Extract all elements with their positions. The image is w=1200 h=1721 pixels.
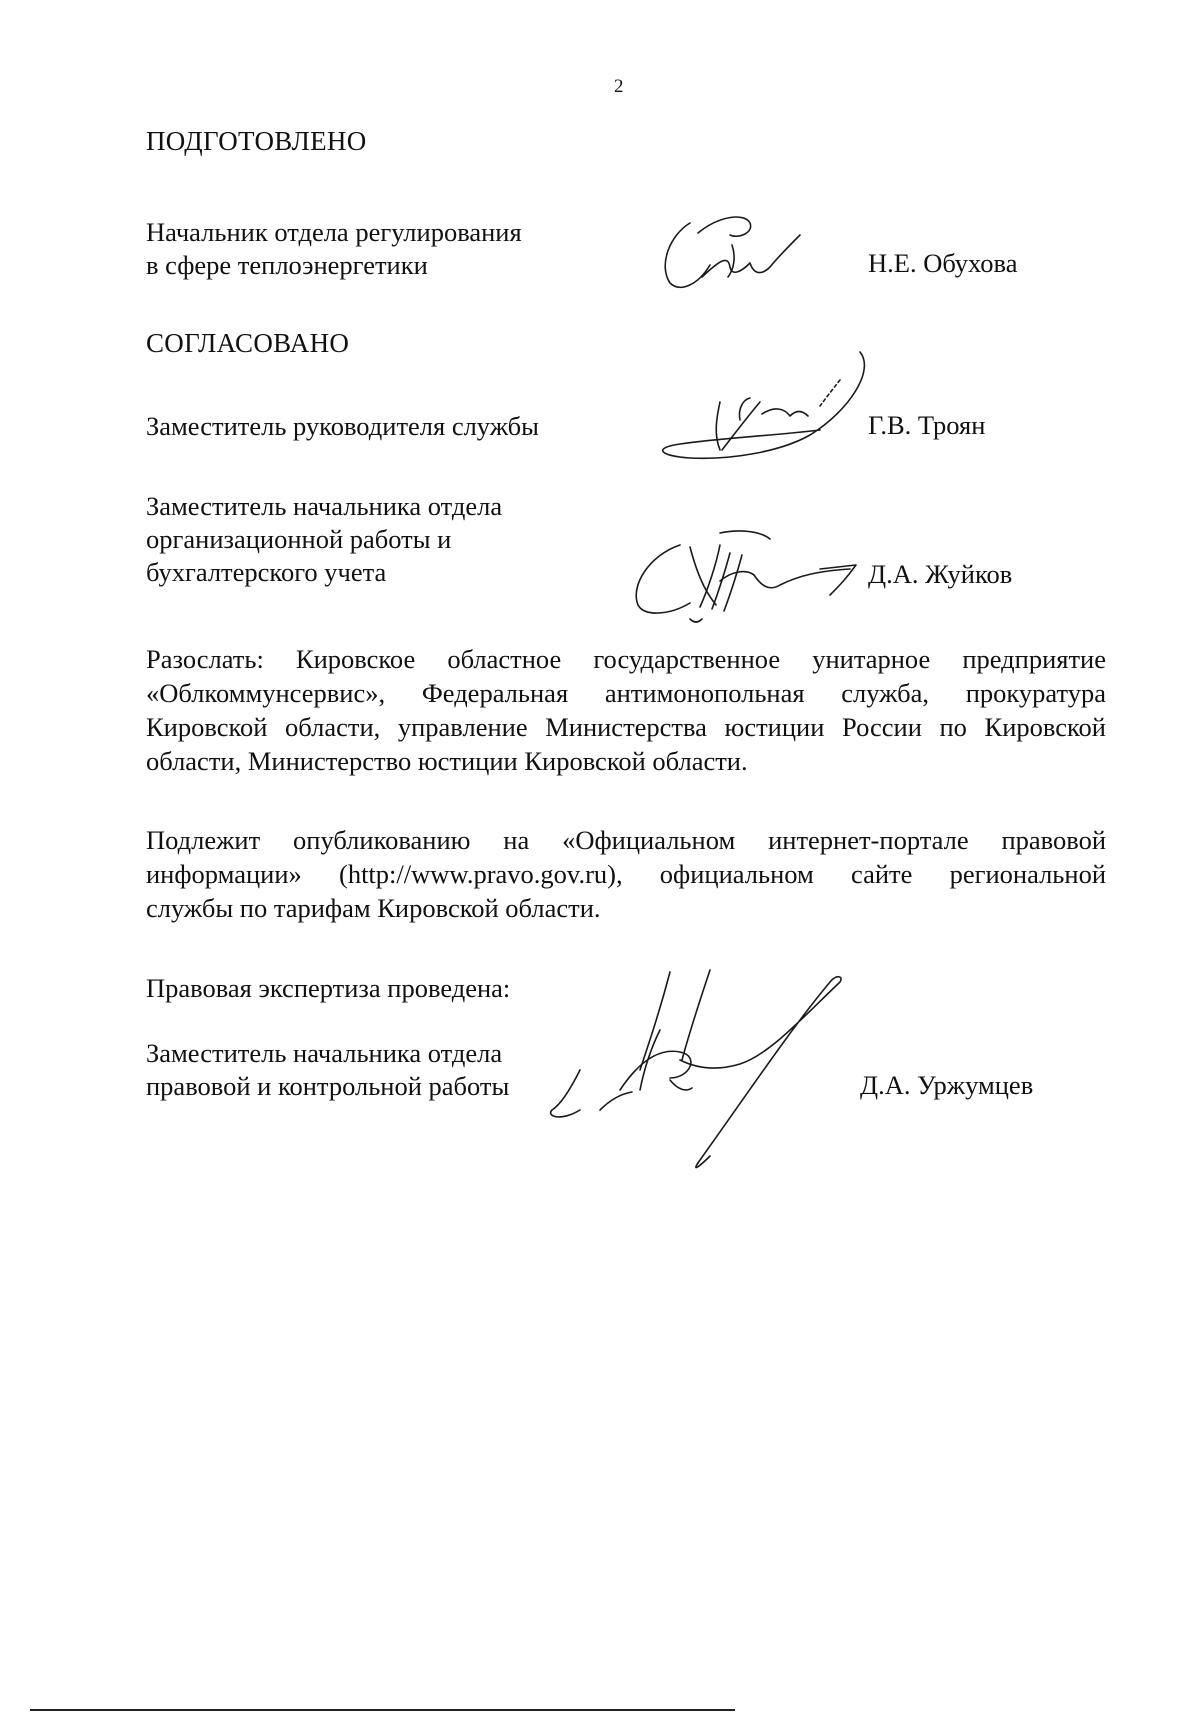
signature-zhuikov <box>620 525 880 625</box>
agreed-position-2 <box>146 490 502 589</box>
position-line: Заместитель начальника отдела <box>146 491 503 521</box>
legal-review-name: Д.А. Уржумцев <box>860 1070 1034 1100</box>
scan-footer-rule <box>30 1709 735 1711</box>
paragraph-line: службы по тарифам Кировской области. <box>146 893 601 923</box>
prepared-name: Н.Е. Обухова <box>868 248 1018 278</box>
position-line: в сфере теплоэнергетики <box>146 250 428 280</box>
agreed-position-1 <box>146 410 539 443</box>
position-line: организационной работы и <box>146 524 452 554</box>
agreed-name-2: Д.А. Жуйков <box>868 559 1013 589</box>
legal-review-heading-text: Правовая экспертиза проведена: <box>146 973 511 1003</box>
position-line: бухгалтерского учета <box>146 557 387 587</box>
position-line: Начальник отдела регулирования <box>146 217 522 247</box>
publication-paragraph <box>146 823 1106 925</box>
signature-troyan <box>650 340 880 490</box>
paragraph-line: информации» (http://www.pravo.gov.ru), официальном сайте региональной <box>146 859 1106 889</box>
paragraph-line: Кировской области, управление Министерства юстиции России по Кировской <box>146 712 1106 742</box>
prepared-heading: ПОДГОТОВЛЕНО <box>146 126 367 156</box>
legal-review-position <box>146 1037 509 1103</box>
page-number: 2 <box>614 76 624 97</box>
paragraph-line: Разослать: Кировское областное государственное унитарное предприятие <box>146 644 1106 674</box>
position-line: правовой и контрольной работы <box>146 1071 510 1101</box>
agreed-name-1: Г.В. Троян <box>868 410 986 440</box>
paragraph-line: области, Министерство юстиции Кировской области. <box>146 746 748 776</box>
paragraph-line: Подлежит опубликованию на «Официальном интернет-портале правовой <box>146 825 1106 855</box>
prepared-position <box>146 216 522 282</box>
distribution-paragraph <box>146 642 1106 778</box>
position-line: Заместитель начальника отдела <box>146 1038 503 1068</box>
signature-urzhumtsev <box>540 960 870 1190</box>
position-line: Заместитель руководителя службы <box>146 411 539 441</box>
paragraph-line: «Облкоммунсервис», Федеральная антимонопольная служба, прокуратура <box>146 678 1106 708</box>
signature-obukhova <box>650 205 830 295</box>
legal-review-heading <box>146 972 510 1005</box>
agreed-heading: СОГЛАСОВАНО <box>146 328 350 358</box>
